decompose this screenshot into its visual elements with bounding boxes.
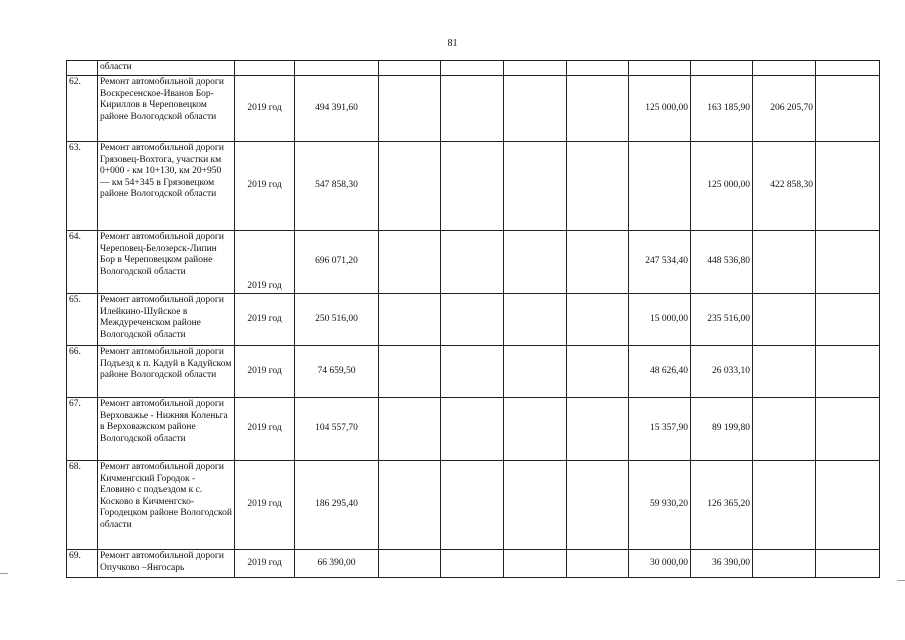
- cell-num: 64.: [67, 231, 98, 294]
- cell-amount-3: [753, 294, 816, 346]
- cell-amount-2: 26 033,10: [691, 346, 753, 398]
- cell-empty: [441, 461, 504, 550]
- budget-table: [66, 60, 880, 578]
- cell-name: Ремонт автомобильной дороги Череповец-Белозерск-Липин Бор в Череповецком районе Вологодской области: [98, 231, 235, 294]
- table-row: [67, 398, 880, 461]
- cell-year: 2019 год: [235, 346, 295, 398]
- cell-amount-3: [753, 550, 816, 578]
- scan-edge-mark: [0, 573, 8, 574]
- cell-empty: [379, 461, 441, 550]
- cell-empty: [379, 398, 441, 461]
- cell-empty: [441, 346, 504, 398]
- cell-amount-1: 59 930,20: [629, 461, 691, 550]
- cell-empty: [816, 398, 880, 461]
- cell-amount-3: [753, 398, 816, 461]
- cell-empty: [691, 61, 753, 76]
- cell-empty: [441, 550, 504, 578]
- cell-empty: [504, 294, 567, 346]
- cell-empty: [441, 61, 504, 76]
- cell-empty: [295, 61, 379, 76]
- cell-empty: [567, 461, 629, 550]
- cell-empty: [816, 142, 880, 231]
- cell-year: 2019 год: [235, 550, 295, 578]
- cell-empty: [379, 294, 441, 346]
- cell-name: Ремонт автомобильной дороги Верховажье - Нижняя Коленьга в Верховажском районе Вологодской области: [98, 398, 235, 461]
- cell-total: 494 391,60: [295, 76, 379, 142]
- cell-empty: [504, 231, 567, 294]
- cell-num: [67, 61, 98, 76]
- cell-num: 68.: [67, 461, 98, 550]
- cell-total: 696 071,20: [295, 231, 379, 294]
- cell-amount-3: 422 858,30: [753, 142, 816, 231]
- cell-amount-3: 206 205,70: [753, 76, 816, 142]
- cell-empty: [441, 76, 504, 142]
- cell-year: 2019 год: [235, 231, 295, 294]
- cell-empty: [816, 61, 880, 76]
- cell-amount-2: 448 536,80: [691, 231, 753, 294]
- cell-empty: [753, 61, 816, 76]
- cell-num: 63.: [67, 142, 98, 231]
- cell-amount-2: 163 185,90: [691, 76, 753, 142]
- cell-empty: [379, 142, 441, 231]
- cell-amount-3: [753, 231, 816, 294]
- cell-year: 2019 год: [235, 461, 295, 550]
- cell-name: области: [98, 61, 235, 76]
- cell-empty: [816, 76, 880, 142]
- cell-amount-1: 30 000,00: [629, 550, 691, 578]
- cell-amount-1: 15 000,00: [629, 294, 691, 346]
- cell-empty: [816, 231, 880, 294]
- table-row: [67, 231, 880, 294]
- cell-amount-2: 125 000,00: [691, 142, 753, 231]
- cell-name: Ремонт автомобильной дороги Кичменгский Городок - Еловино с подъездом к с. Косково в Кичменгско-Городецком районе Вологодской области: [98, 461, 235, 550]
- cell-name: Ремонт автомобильной дороги Воскресенское-Иванов Бор-Кириллов в Череповецком районе Вологодской области: [98, 76, 235, 142]
- cell-amount-1: 247 534,40: [629, 231, 691, 294]
- cell-amount-3: [753, 461, 816, 550]
- table-row: [67, 294, 880, 346]
- cell-empty: [235, 61, 295, 76]
- cell-num: 65.: [67, 294, 98, 346]
- cell-empty: [379, 550, 441, 578]
- cell-empty: [816, 294, 880, 346]
- cell-empty: [504, 142, 567, 231]
- cell-num: 67.: [67, 398, 98, 461]
- cell-year: 2019 год: [235, 398, 295, 461]
- cell-empty: [567, 398, 629, 461]
- cell-total: 74 659,50: [295, 346, 379, 398]
- cell-empty: [379, 231, 441, 294]
- cell-empty: [504, 61, 567, 76]
- cell-amount-1: 125 000,00: [629, 76, 691, 142]
- table-body: [67, 61, 880, 578]
- page-number: 81: [447, 38, 458, 49]
- cell-empty: [441, 142, 504, 231]
- cell-amount-2: 235 516,00: [691, 294, 753, 346]
- cell-total: 66 390,00: [295, 550, 379, 578]
- cell-empty: [567, 550, 629, 578]
- cell-num: 66.: [67, 346, 98, 398]
- table-row: [67, 61, 880, 76]
- cell-amount-2: 89 199,80: [691, 398, 753, 461]
- cell-total: 186 295,40: [295, 461, 379, 550]
- cell-name: Ремонт автомобильной дороги Опучково –Янгосарь: [98, 550, 235, 578]
- cell-empty: [504, 346, 567, 398]
- cell-year: 2019 год: [235, 142, 295, 231]
- cell-empty: [629, 61, 691, 76]
- cell-empty: [379, 61, 441, 76]
- cell-empty: [567, 61, 629, 76]
- cell-empty: [567, 142, 629, 231]
- table-row: [67, 76, 880, 142]
- cell-empty: [379, 76, 441, 142]
- cell-year: 2019 год: [235, 76, 295, 142]
- cell-amount-1: 15 357,90: [629, 398, 691, 461]
- cell-empty: [504, 76, 567, 142]
- cell-amount-3: [753, 346, 816, 398]
- scan-edge-mark: [897, 580, 905, 581]
- cell-amount-1: 48 626,40: [629, 346, 691, 398]
- cell-empty: [567, 294, 629, 346]
- cell-empty: [816, 461, 880, 550]
- cell-name: Ремонт автомобильной дороги Илейкино-Шуйское в Междуреченском районе Вологодской области: [98, 294, 235, 346]
- cell-empty: [504, 550, 567, 578]
- table-row: [67, 346, 880, 398]
- cell-amount-2: 126 365,20: [691, 461, 753, 550]
- cell-total: 250 516,00: [295, 294, 379, 346]
- table-row: [67, 550, 880, 578]
- cell-empty: [504, 461, 567, 550]
- cell-empty: [816, 550, 880, 578]
- cell-year: 2019 год: [235, 294, 295, 346]
- cell-empty: [379, 346, 441, 398]
- cell-amount-2: 36 390,00: [691, 550, 753, 578]
- cell-num: 62.: [67, 76, 98, 142]
- cell-total: 104 557,70: [295, 398, 379, 461]
- table-row: [67, 142, 880, 231]
- cell-empty: [441, 231, 504, 294]
- cell-empty: [567, 231, 629, 294]
- cell-empty: [441, 294, 504, 346]
- cell-total: 547 858,30: [295, 142, 379, 231]
- cell-empty: [567, 346, 629, 398]
- cell-empty: [441, 398, 504, 461]
- cell-empty: [816, 346, 880, 398]
- cell-empty: [504, 398, 567, 461]
- table-row: [67, 461, 880, 550]
- cell-amount-1: [629, 142, 691, 231]
- cell-name: Ремонт автомобильной дороги Подъезд к п. Кадуй в Кадуйском районе Вологодской области: [98, 346, 235, 398]
- cell-name: Ремонт автомобильной дороги Грязовец-Вохтога, участки км 0+000 - км 10+130, км 20+950 — км 54+345 в Грязовецком районе Вологодской области: [98, 142, 235, 231]
- cell-num: 69.: [67, 550, 98, 578]
- cell-empty: [567, 76, 629, 142]
